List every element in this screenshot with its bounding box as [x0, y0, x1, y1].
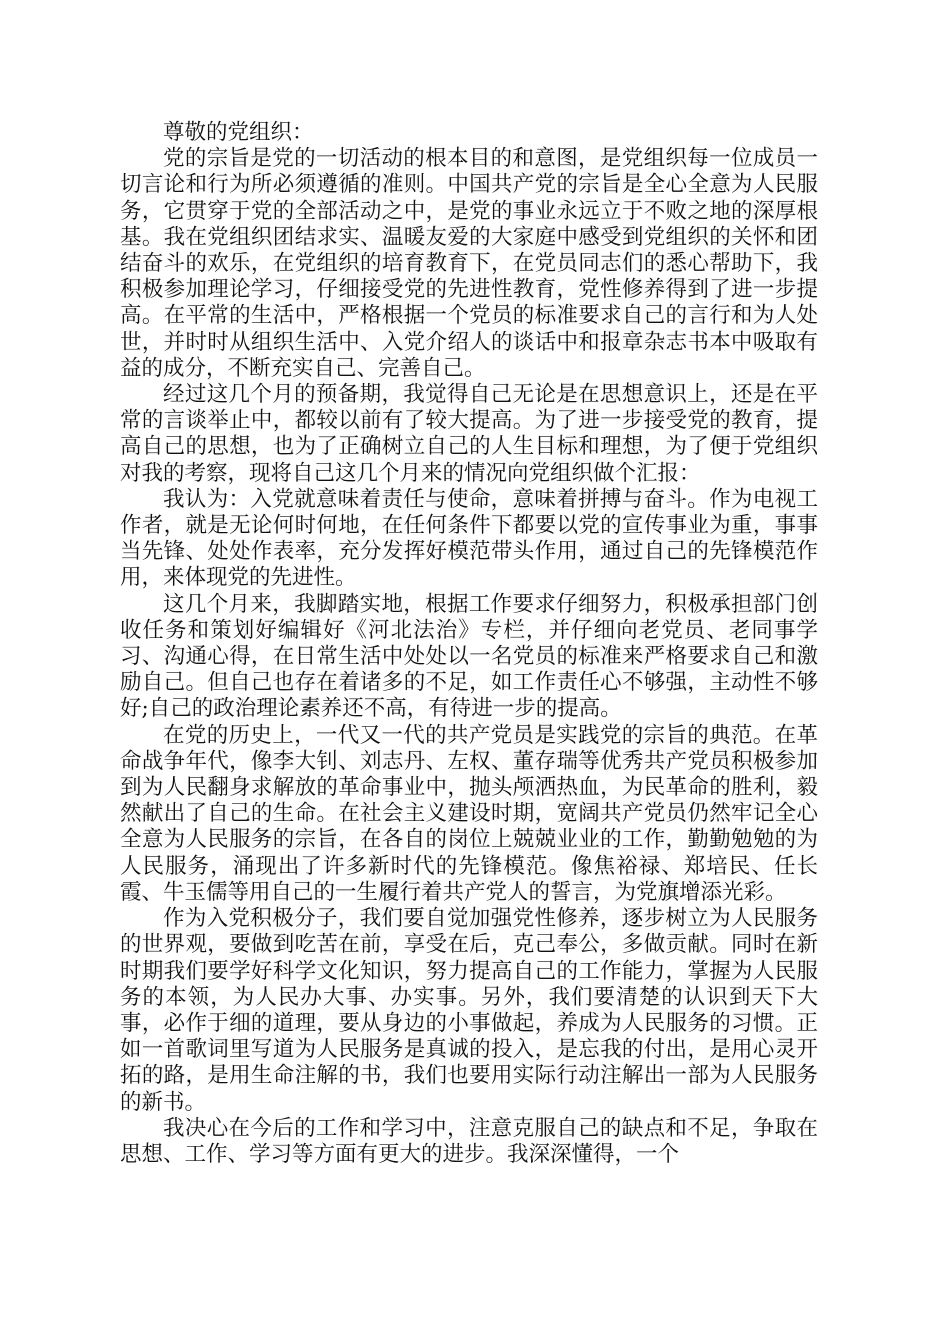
paragraph-3: 我认为：入党就意味着责任与使命，意味着拼搏与奋斗。作为电视工作者，就是无论何时何地，在任何条件下都要以党的宣传事业为重，事事当先锋、处处作表率，充分发挥好模范带头作用，通过自己的先锋模范作用，来体现党的先进性。: [120, 486, 818, 591]
salutation: 尊敬的党组织：: [163, 120, 314, 145]
paragraph-2: 经过这几个月的预备期，我觉得自己无论是在思想意识上，还是在平常的言谈举止中，都较以前有了较大提高。为了进一步接受党的教育，提高自己的思想，也为了正确树立自己的人生目标和理想，为了便于党组织对我的考察，现将自己这几个月来的情况向党组织做个汇报：: [120, 382, 818, 486]
paragraph-4: 这几个月来，我脚踏实地，根据工作要求仔细努力，积极承担部门创收任务和策划好编辑好《河北法治》专栏，并仔细向老党员、老同事学习、沟通心得，在日常生活中处处以一名党员的标准来严格要求自己和激励自己。但自己也存在着诸多的不足，如工作责任心不够强，主动性不够好;自己的政治理论素养还不高，有待进一步的提高。: [120, 591, 818, 722]
paragraph-5: 在党的历史上，一代又一代的共产党员是实践党的宗旨的典范。在革命战争年代，像李大钊、刘志丹、左权、董存瑞等优秀共产党员积极参加到为人民翻身求解放的革命事业中，抛头颅洒热血，为民革命的胜利，毅然献出了自己的生命。在社会主义建设时期，宽阔共产党员仍然牢记全心全意为人民服务的宗旨，在各自的岗位上兢兢业业的工作，勤勤勉勉的为人民服务，涌现出了许多新时代的先锋模范。像焦裕禄、郑培民、任长霞、牛玉儒等用自己的一生履行着共产党人的誓言，为党旗增添光彩。: [120, 722, 818, 905]
paragraph-1: 党的宗旨是党的一切活动的根本目的和意图，是党组织每一位成员一切言论和行为所必须遵循的准则。中国共产党的宗旨是全心全意为人民服务，它贯穿于党的全部活动之中，是党的事业永远立于不败之地的深厚根基。我在党组织团结求实、温暖友爱的大家庭中感受到党组织的关怀和团结奋斗的欢乐，在党组织的培育教育下，在党员同志们的悉心帮助下，我积极参加理论学习，仔细接受党的先进性教育，党性修养得到了进一步提高。在平常的生活中，严格根据一个党员的标准要求自己的言行和为人处世，并时时从组织生活中、入党介绍人的谈话中和报章杂志书本中吸取有益的成分，不断充实自己、完善自己。: [120, 146, 818, 381]
paragraph-6: 作为入党积极分子，我们要自觉加强党性修养，逐步树立为人民服务的世界观，要做到吃苦在前，享受在后，克己奉公，多做贡献。同时在新时期我们要学好科学文化知识，努力提高自己的工作能力，掌握为人民服务的本领，为人民办大事、办实事。另外，我们要清楚的认识到天下大事，必作于细的道理，要从身边的小事做起，养成为人民服务的习惯。正如一首歌词里写道为人民服务是真诚的投入，是忘我的付出，是用心灵开拓的路，是用生命注解的书，我们也要用实际行动注解出一部为人民服务的新书。: [120, 906, 818, 1115]
document-page: [120, 120, 818, 1168]
paragraph-7: 我决心在今后的工作和学习中，注意克服自己的缺点和不足，争取在思想、工作、学习等方面有更大的进步。我深深懂得，一个: [120, 1115, 818, 1167]
